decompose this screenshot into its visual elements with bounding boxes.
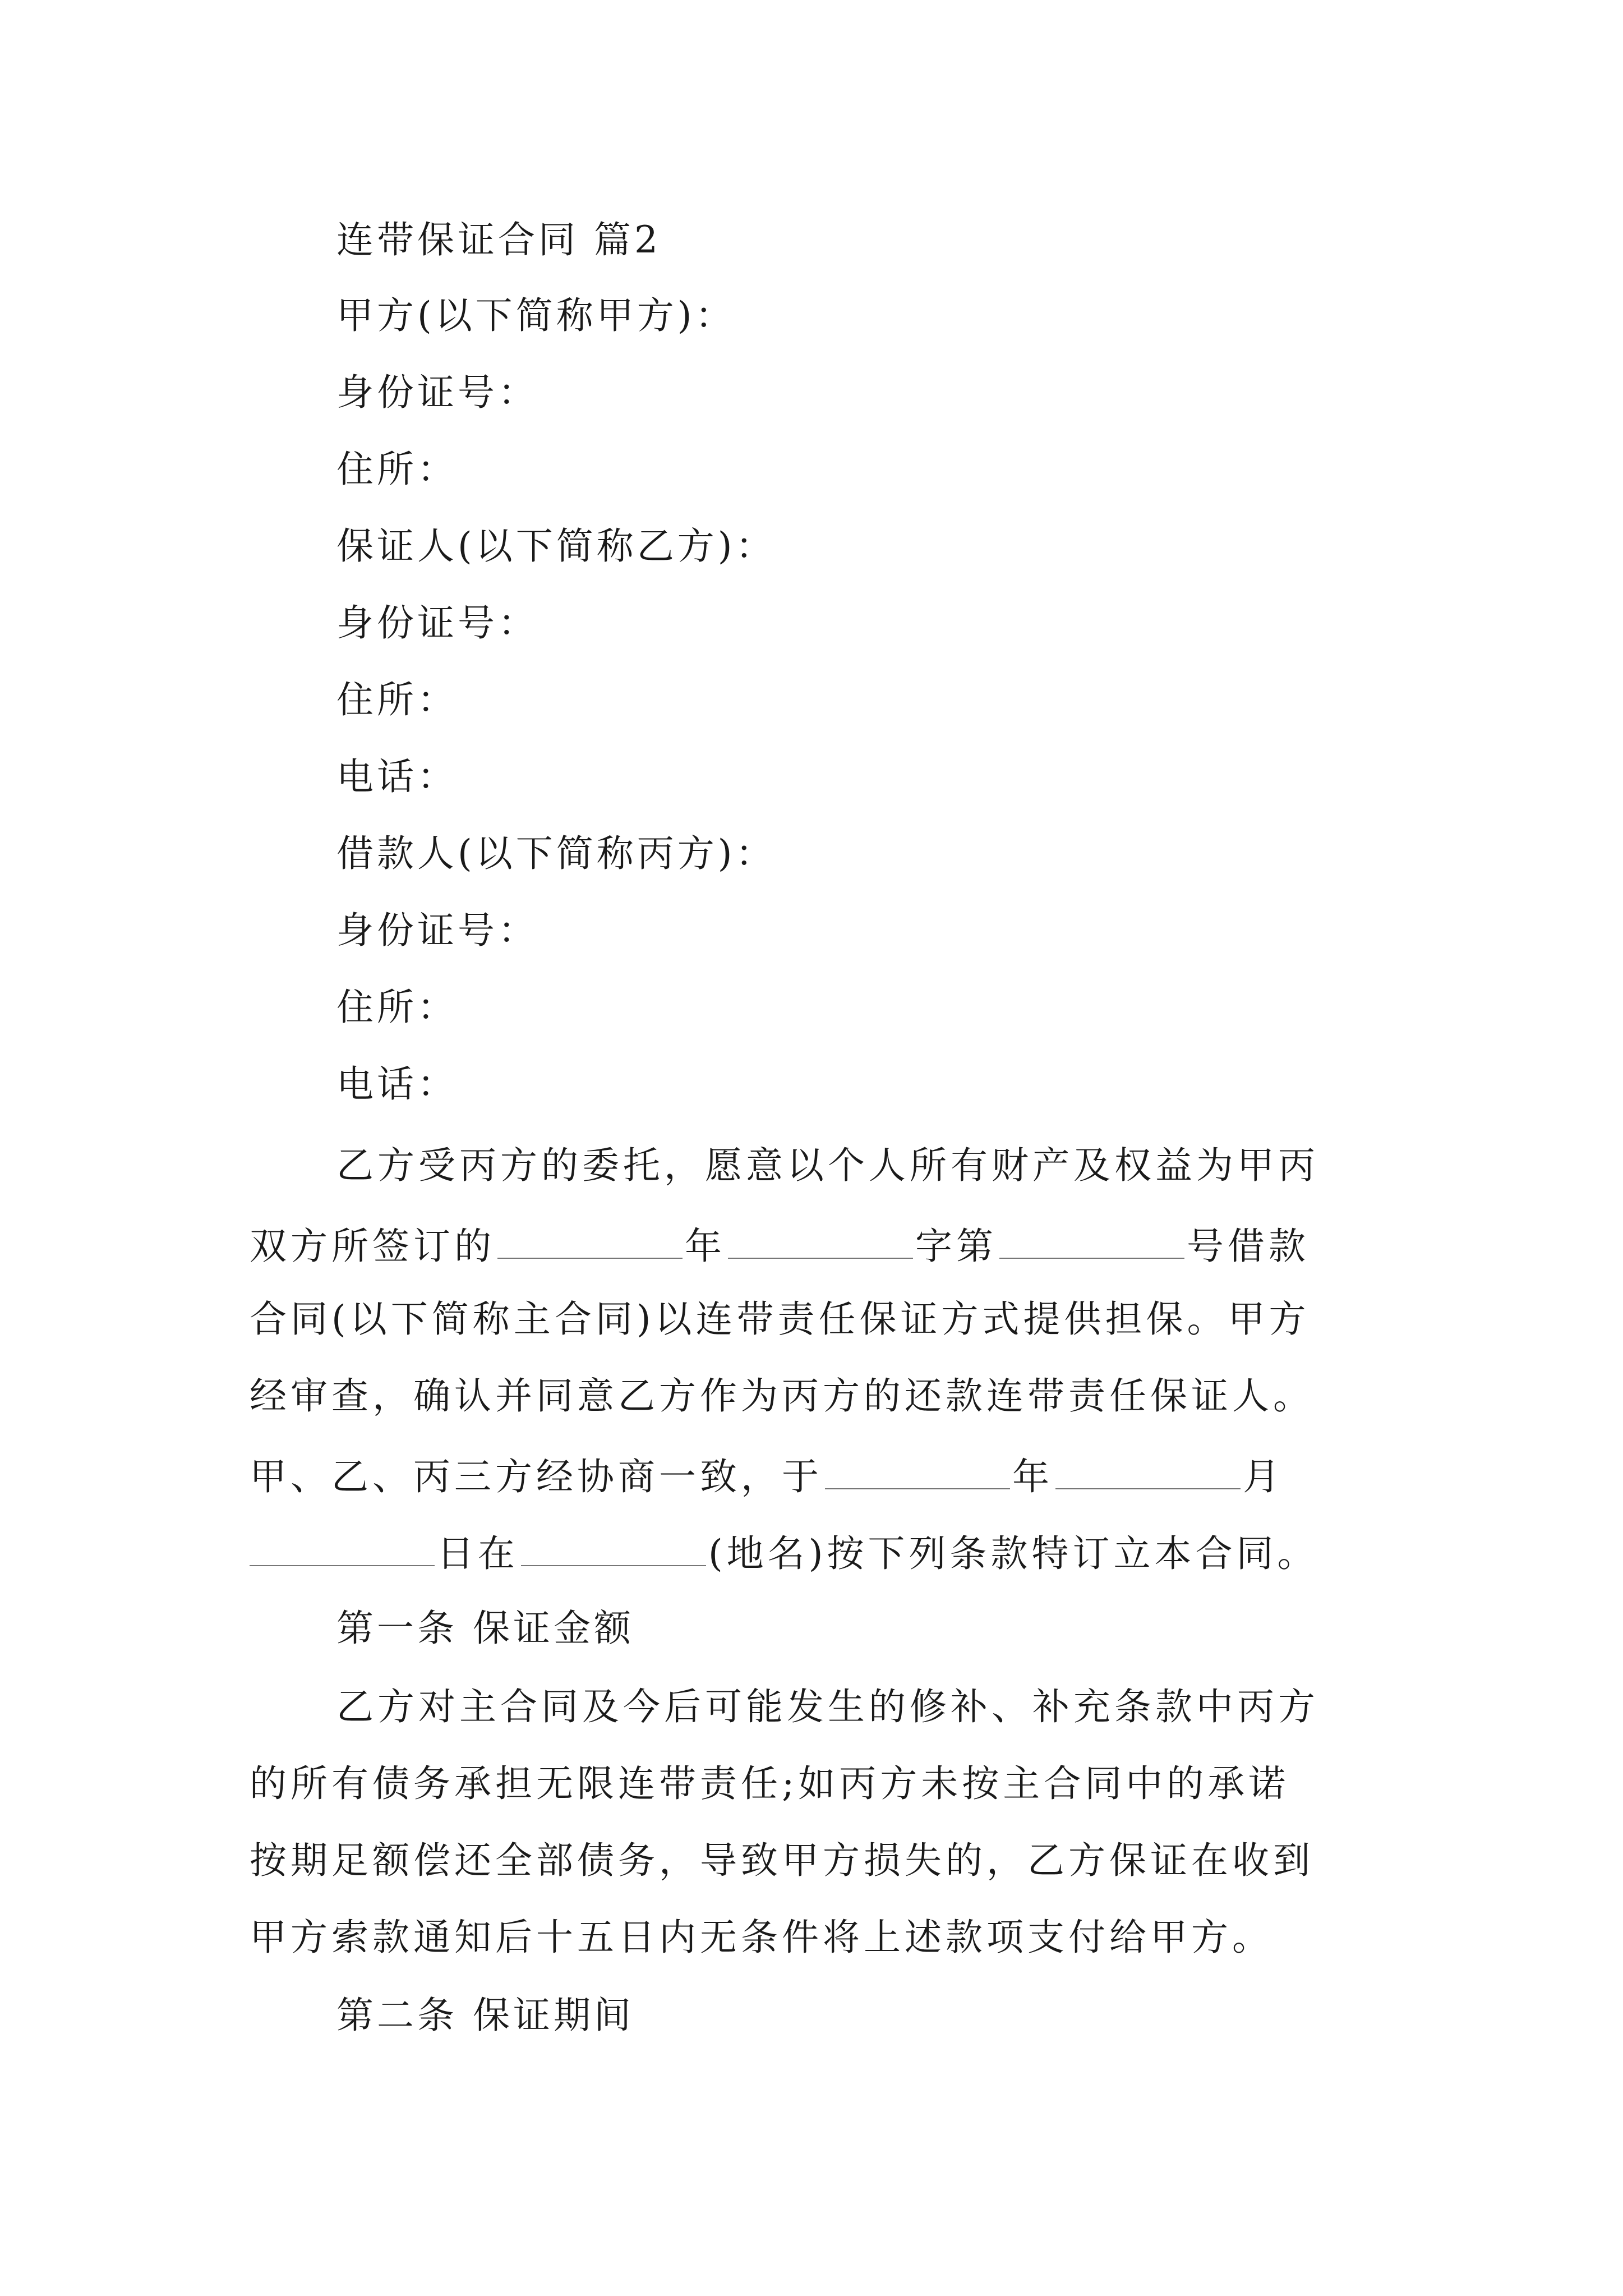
document-title: 连带保证合同 篇2: [336, 218, 661, 261]
intro-line-6: [250, 1531, 1318, 1575]
article-1-line-1: 乙方对主合同及今后可能发生的修补、补充条款中丙方: [336, 1685, 1319, 1728]
intro-text: 字第: [915, 1225, 997, 1268]
party-a-id-label: 身份证号：: [336, 371, 538, 414]
intro-text: 日在: [437, 1532, 519, 1575]
intro-line-5: [250, 1455, 1284, 1496]
number-blank[interactable]: [999, 1224, 1184, 1259]
article-1-heading: 第一条 保证金额: [336, 1607, 634, 1650]
intro-text: 甲、乙、丙三方经协商一致，于: [250, 1455, 823, 1498]
sign-year-blank[interactable]: [825, 1455, 1010, 1489]
intro-line-3: 合同(以下简称主合同)以连带责任保证方式提供担保。甲方: [250, 1297, 1310, 1341]
year-blank[interactable]: [497, 1224, 683, 1259]
article-1-line-3: 按期足额偿还全部债务，导致甲方损失的，乙方保证在收到: [250, 1839, 1314, 1882]
guarantor-id-label: 身份证号：: [336, 601, 538, 645]
guarantor-phone-label: 电话：: [336, 755, 458, 798]
party-a-label: 甲方(以下简称甲方)：: [336, 294, 736, 337]
intro-text: 号借款: [1187, 1225, 1310, 1268]
intro-text: 月: [1243, 1455, 1284, 1498]
code-blank[interactable]: [728, 1224, 913, 1259]
intro-line-2: [250, 1224, 1310, 1268]
sign-day-blank[interactable]: [250, 1531, 435, 1566]
borrower-label: 借款人(以下简称丙方)：: [336, 832, 776, 875]
article-1-line-4: 甲方索款通知后十五日内无条件将上述款项支付给甲方。: [250, 1916, 1273, 1959]
intro-text: 年: [1012, 1455, 1053, 1498]
borrower-address-label: 住所：: [336, 986, 458, 1029]
intro-text: (地名)按下列条款特订立本合同。: [708, 1532, 1318, 1575]
intro-text: 年: [685, 1225, 726, 1268]
article-1-line-2: 的所有债务承担无限连带责任;如丙方未按主合同中的承诺: [250, 1762, 1290, 1805]
intro-line-1: 乙方受丙方的委托，愿意以个人所有财产及权益为甲丙: [336, 1144, 1319, 1187]
sign-month-blank[interactable]: [1055, 1455, 1241, 1489]
intro-line-4: 经审查，确认并同意乙方作为丙方的还款连带责任保证人。: [250, 1374, 1314, 1418]
guarantor-address-label: 住所：: [336, 678, 458, 721]
borrower-phone-label: 电话：: [336, 1062, 458, 1106]
article-2-heading: 第二条 保证期间: [336, 1994, 634, 2037]
intro-text: 双方所签订的: [250, 1225, 495, 1268]
party-a-address-label: 住所：: [336, 448, 458, 491]
sign-place-blank[interactable]: [521, 1531, 706, 1566]
guarantor-label: 保证人(以下简称乙方)：: [336, 524, 776, 568]
borrower-id-label: 身份证号：: [336, 909, 538, 952]
